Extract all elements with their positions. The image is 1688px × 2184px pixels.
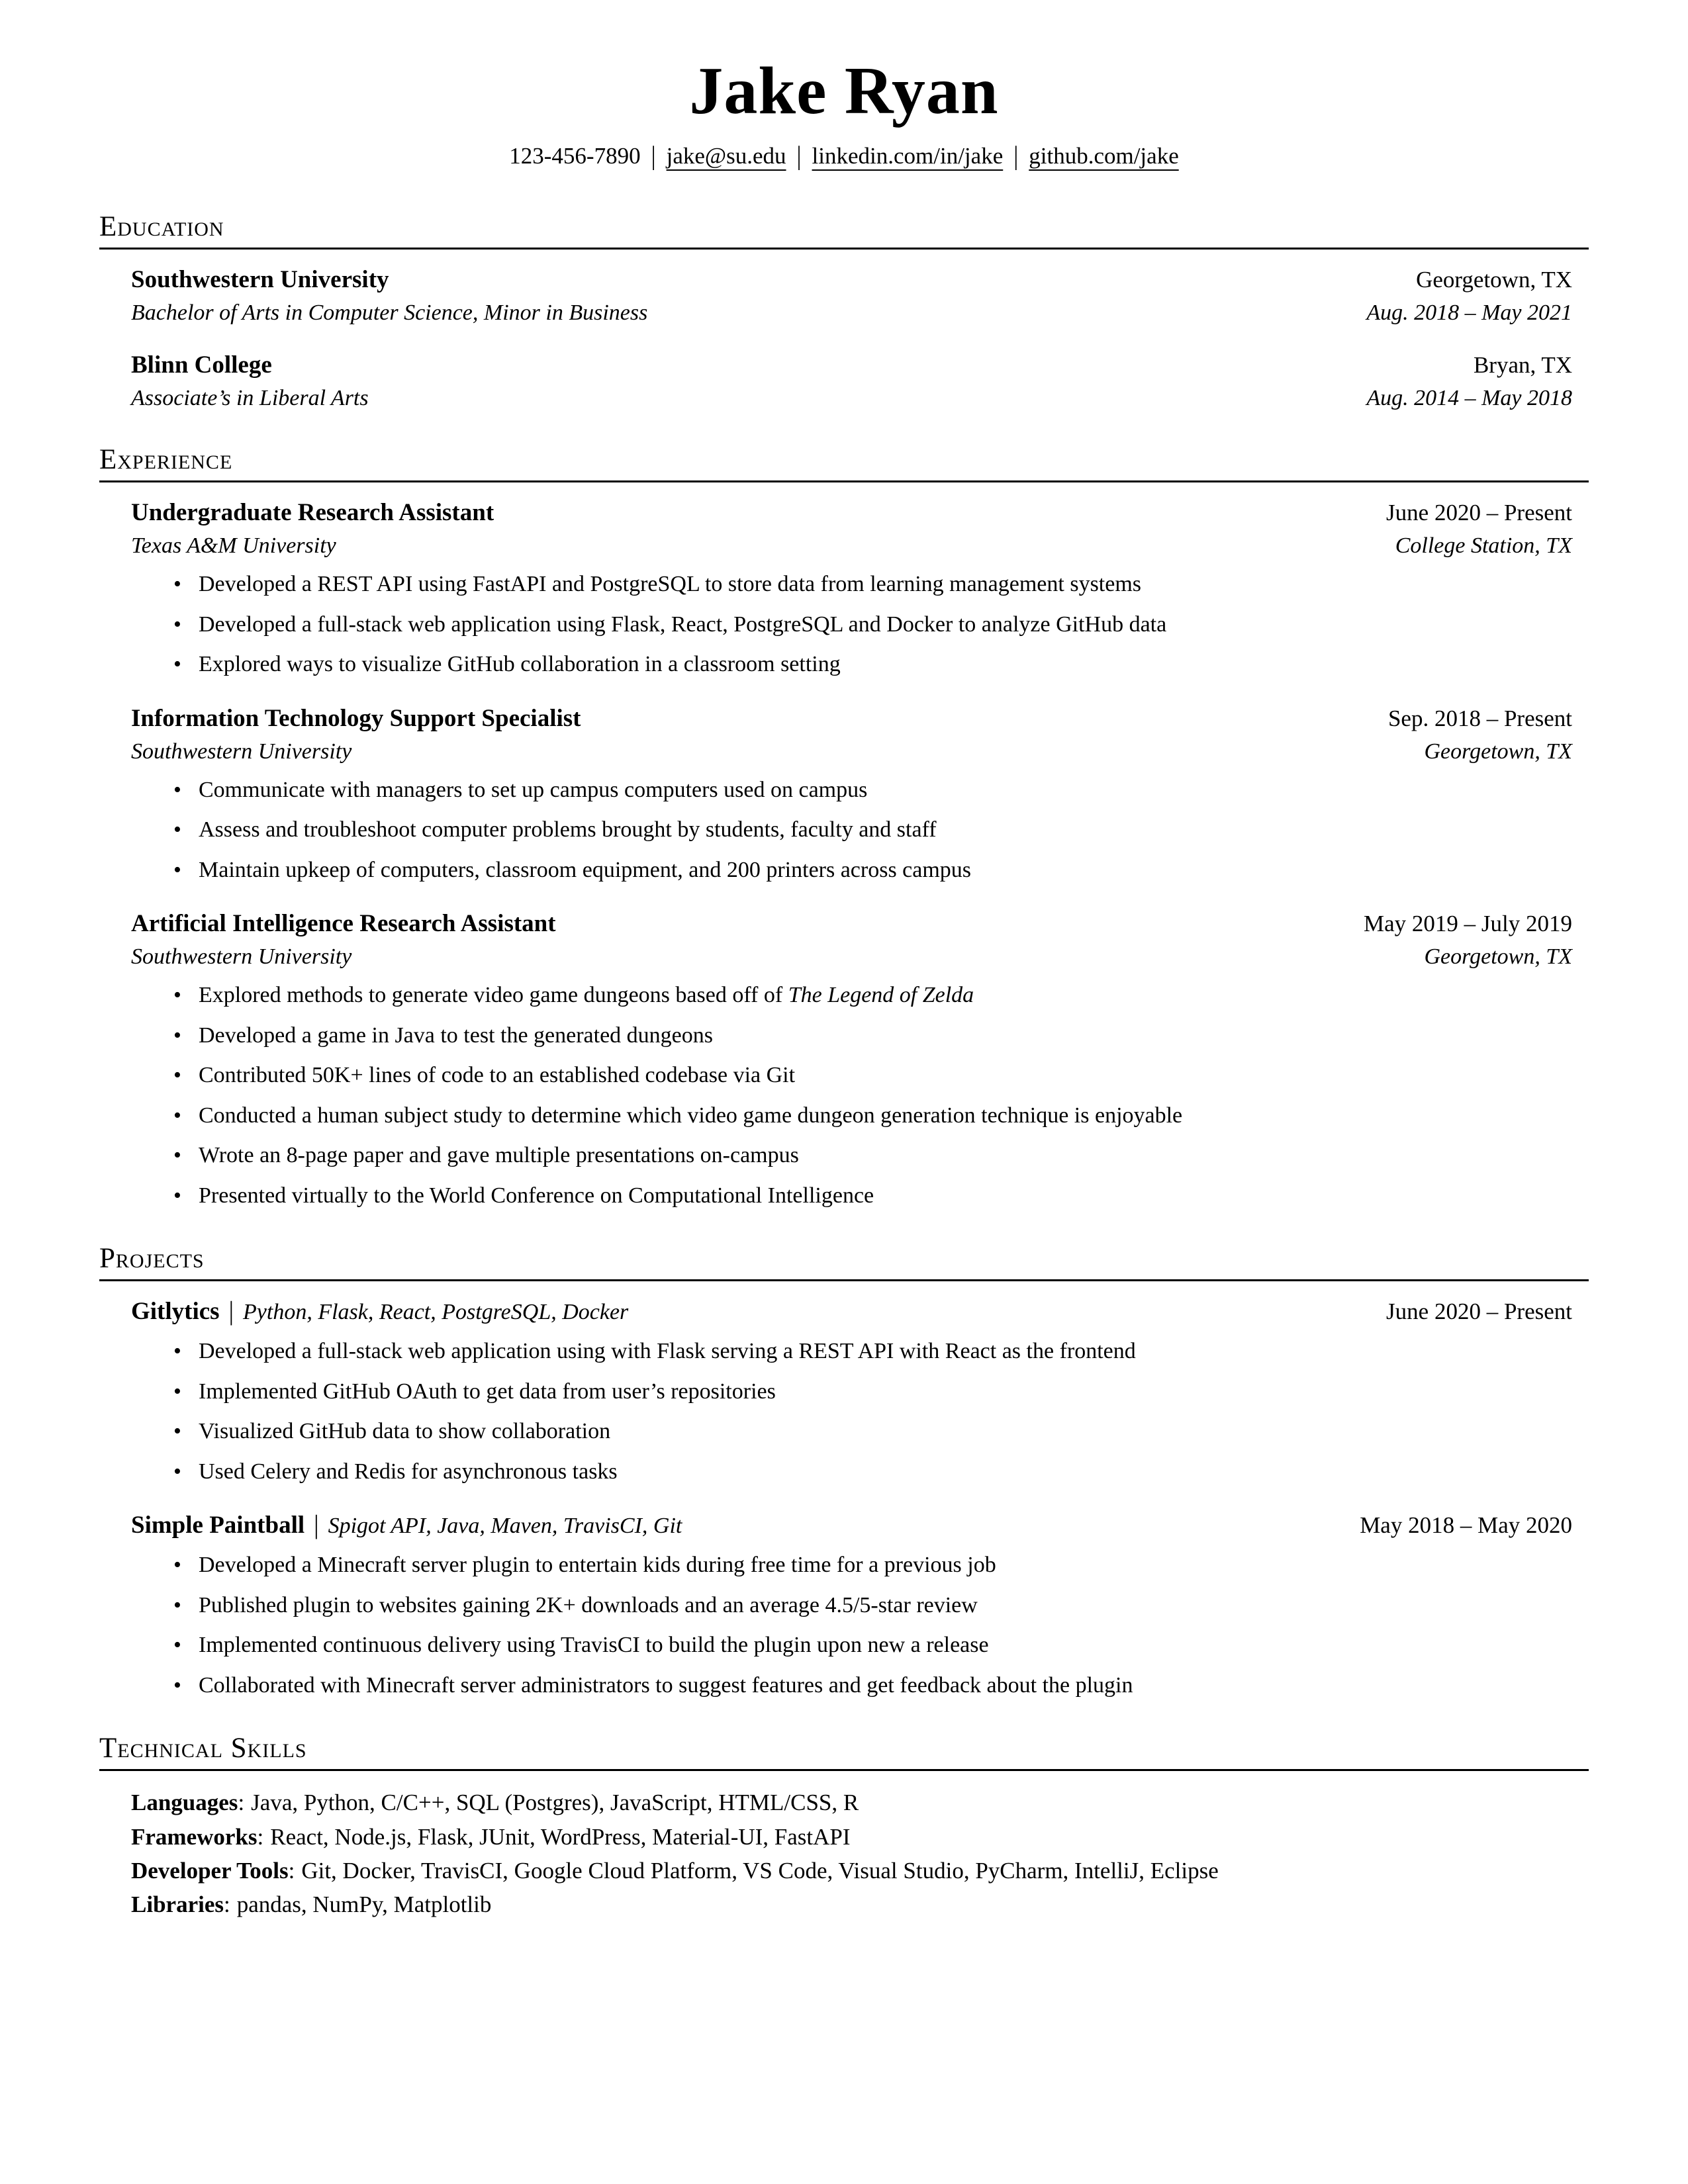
skill-items: Java, Python, C/C++, SQL (Postgres), JavaScript, HTML/CSS, R bbox=[251, 1790, 859, 1816]
bullet-item: • Implemented continuous delivery using TravisCI to build the plugin upon new a release bbox=[199, 1631, 1572, 1660]
bullet-item: • Collaborated with Minecraft server administrators to suggest features and get feedback about the plugin bbox=[199, 1672, 1572, 1700]
project-name: Gitlytics bbox=[131, 1298, 220, 1326]
skill-category-label: Libraries bbox=[131, 1891, 224, 1918]
bullet-item: • Communicate with managers to set up campus computers used on campus bbox=[199, 776, 1572, 805]
bullet-item: • Visualized GitHub data to show collaboration bbox=[199, 1418, 1572, 1446]
skills-row bbox=[131, 1888, 1572, 1921]
project-heading bbox=[131, 1297, 628, 1326]
skills-row bbox=[131, 1854, 1572, 1888]
skills-list bbox=[131, 1786, 1572, 1922]
skill-separator: : bbox=[238, 1790, 245, 1816]
education-entry bbox=[131, 351, 1572, 411]
projects-section-title: Projects bbox=[99, 1244, 1589, 1281]
institution-name: Southwestern University bbox=[131, 266, 389, 294]
skills-section-title: Technical Skills bbox=[99, 1734, 1589, 1771]
bullet-item: • Implemented GitHub OAuth to get data from user’s repositories bbox=[199, 1378, 1572, 1406]
education-entries bbox=[131, 265, 1572, 411]
institution-location: Bryan, TX bbox=[1473, 352, 1572, 379]
project-separator: | bbox=[228, 1297, 234, 1327]
job-dates: May 2019 – July 2019 bbox=[1364, 911, 1572, 937]
bullet-item: • Developed a full-stack web application using with Flask serving a REST API with React as the frontend bbox=[199, 1338, 1572, 1366]
contact-line bbox=[99, 142, 1589, 170]
bullet-item: • Developed a full-stack web application using Flask, React, PostgreSQL and Docker to analyze GitHub data bbox=[199, 611, 1572, 639]
project-dates: June 2020 – Present bbox=[1386, 1298, 1572, 1325]
job-location: Georgetown, TX bbox=[1424, 944, 1572, 970]
bullet-list bbox=[131, 570, 1572, 679]
bullet-item: • Developed a game in Java to test the generated dungeons bbox=[199, 1022, 1572, 1050]
skill-separator: : bbox=[223, 1891, 230, 1918]
project-entry bbox=[131, 1297, 1572, 1486]
job-title: Information Technology Support Specialist bbox=[131, 704, 581, 732]
bullet-item: • Presented virtually to the World Conference on Computational Intelligence bbox=[199, 1182, 1572, 1210]
experience-entry-subheader bbox=[131, 944, 1572, 970]
bullet-item bbox=[199, 981, 1572, 1010]
bullet-item: • Used Celery and Redis for asynchronous tasks bbox=[199, 1458, 1572, 1486]
project-entry-header bbox=[131, 1297, 1572, 1326]
job-dates: Sep. 2018 – Present bbox=[1387, 705, 1572, 731]
project-entry-header bbox=[131, 1511, 1572, 1539]
skill-category-label: Languages bbox=[131, 1790, 238, 1816]
bullet-item: • Developed a Minecraft server plugin to entertain kids during free time for a previous job bbox=[199, 1551, 1572, 1580]
project-entries bbox=[131, 1297, 1572, 1700]
github-link[interactable]: github.com/jake bbox=[1029, 143, 1179, 169]
skill-items: pandas, NumPy, Matplotlib bbox=[236, 1891, 492, 1918]
bullet-item: • Developed a REST API using FastAPI and PostgreSQL to store data from learning management systems bbox=[199, 570, 1572, 599]
skills-row bbox=[131, 1786, 1572, 1819]
education-section-title: Education bbox=[99, 212, 1589, 250]
experience-entry bbox=[131, 909, 1572, 1210]
skill-items: Git, Docker, TravisCI, Google Cloud Platform, VS Code, Visual Studio, PyCharm, IntelliJ, Eclipse bbox=[301, 1857, 1219, 1884]
bullet-list bbox=[131, 981, 1572, 1210]
candidate-name: Jake Ryan bbox=[689, 54, 999, 128]
bullet-italic-text: The Legend of Zelda bbox=[788, 983, 974, 1008]
job-location: Georgetown, TX bbox=[1424, 739, 1572, 764]
experience-entry bbox=[131, 704, 1572, 885]
experience-entry-subheader bbox=[131, 739, 1572, 764]
bullet-list bbox=[131, 1551, 1572, 1700]
bullet-item: • Explored ways to visualize GitHub collaboration in a classroom setting bbox=[199, 651, 1572, 679]
section-technical-skills bbox=[99, 1734, 1589, 1922]
bullet-item: • Assess and troubleshoot computer problems brought by students, faculty and staff bbox=[199, 816, 1572, 844]
experience-section-title: Experience bbox=[99, 445, 1589, 482]
experience-entries bbox=[131, 498, 1572, 1210]
skill-category-label: Frameworks bbox=[131, 1823, 258, 1850]
project-entry bbox=[131, 1511, 1572, 1700]
skill-items: React, Node.js, Flask, JUnit, WordPress, Material-UI, FastAPI bbox=[270, 1823, 851, 1850]
education-entry-header bbox=[131, 265, 1572, 294]
bullet-item: • Published plugin to websites gaining 2K+ downloads and an average 4.5/5-star review bbox=[199, 1592, 1572, 1620]
contact-separator: | bbox=[651, 141, 656, 171]
skills-row bbox=[131, 1820, 1572, 1854]
linkedin-link[interactable]: linkedin.com/in/jake bbox=[812, 143, 1004, 169]
job-title: Artificial Intelligence Research Assistant bbox=[131, 910, 556, 938]
section-experience bbox=[99, 445, 1589, 1210]
institution-name: Blinn College bbox=[131, 351, 272, 379]
bullet-list bbox=[131, 776, 1572, 885]
bullet-text: Explored methods to generate video game dungeons based off of bbox=[199, 983, 788, 1008]
phone-number: 123-456-7890 bbox=[509, 143, 641, 169]
education-entry-subheader bbox=[131, 386, 1572, 411]
degree: Associate’s in Liberal Arts bbox=[131, 386, 369, 411]
experience-entry-header bbox=[131, 498, 1572, 527]
bullet-item: • Maintain upkeep of computers, classroom equipment, and 200 printers across campus bbox=[199, 856, 1572, 885]
section-education bbox=[99, 212, 1589, 411]
job-location: College Station, TX bbox=[1395, 533, 1572, 559]
experience-entry bbox=[131, 498, 1572, 679]
project-name: Simple Paintball bbox=[131, 1512, 305, 1539]
employer-name: Southwestern University bbox=[131, 739, 352, 764]
education-entry-header bbox=[131, 351, 1572, 379]
skill-category-label: Developer Tools bbox=[131, 1857, 289, 1884]
contact-separator: | bbox=[796, 141, 802, 171]
education-dates: Aug. 2018 – May 2021 bbox=[1366, 300, 1572, 326]
skill-separator: : bbox=[257, 1823, 264, 1850]
project-heading bbox=[131, 1511, 682, 1539]
project-dates: May 2018 – May 2020 bbox=[1360, 1512, 1572, 1539]
email-link[interactable]: jake@su.edu bbox=[666, 143, 786, 169]
education-dates: Aug. 2014 – May 2018 bbox=[1366, 386, 1572, 411]
section-projects bbox=[99, 1244, 1589, 1700]
employer-name: Southwestern University bbox=[131, 944, 352, 970]
bullet-item: • Contributed 50K+ lines of code to an established codebase via Git bbox=[199, 1062, 1572, 1090]
bullet-item: • Wrote an 8-page paper and gave multiple presentations on-campus bbox=[199, 1142, 1572, 1170]
institution-location: Georgetown, TX bbox=[1416, 267, 1572, 293]
project-tech-stack: Python, Flask, React, PostgreSQL, Docker bbox=[243, 1300, 629, 1325]
experience-entry-header bbox=[131, 704, 1572, 733]
bullet-list bbox=[131, 1338, 1572, 1486]
job-dates: June 2020 – Present bbox=[1386, 500, 1572, 526]
degree: Bachelor of Arts in Computer Science, Minor in Business bbox=[131, 300, 648, 326]
employer-name: Texas A&M University bbox=[131, 533, 336, 559]
experience-entry-header bbox=[131, 909, 1572, 938]
job-title: Undergraduate Research Assistant bbox=[131, 499, 494, 527]
education-entry bbox=[131, 265, 1572, 326]
contact-separator: | bbox=[1013, 141, 1019, 171]
project-separator: | bbox=[314, 1510, 319, 1541]
bullet-item: • Conducted a human subject study to determine which video game dungeon generation technique is enjoyable bbox=[199, 1102, 1572, 1130]
project-tech-stack: Spigot API, Java, Maven, TravisCI, Git bbox=[328, 1514, 682, 1539]
skill-separator: : bbox=[288, 1857, 295, 1884]
experience-entry-subheader bbox=[131, 533, 1572, 559]
education-entry-subheader bbox=[131, 300, 1572, 326]
